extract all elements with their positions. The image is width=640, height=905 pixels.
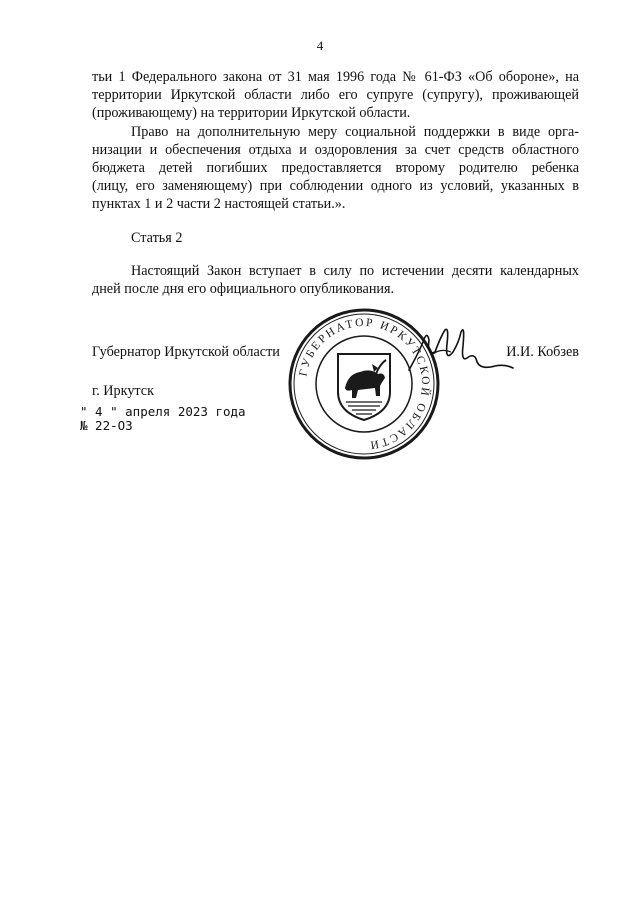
governor-name: И.И. Кобзев (506, 344, 579, 360)
place: г. Иркутск (92, 383, 154, 399)
paragraph-1-line-1: тьи 1 Федерального закона от 31 мая 1996 года № 61-ФЗ «Об обороне», на (92, 69, 579, 85)
paragraph-1-line-2: территории Иркутской области либо его супруге (супругу), проживающей (92, 87, 579, 103)
page-number: 4 (316, 38, 324, 53)
seal-text: ГУБЕРНАТОР ИРКУТСКОЙ ОБЛАСТИ (297, 316, 432, 451)
paragraph-2-line-4: (лицу, его заменяющему) при соблюдении одного из условий, указанных в (92, 178, 579, 194)
paragraph-2-line-1: Право на дополнительную меру социальной поддержки в виде орга- (131, 124, 579, 140)
article-heading: Статья 2 (131, 230, 183, 246)
paragraph-3-line-2: дней после дня его официального опубликования. (92, 281, 395, 297)
paragraph-3-line-1: Настоящий Закон вступает в силу по истечении десяти календарных (131, 263, 579, 279)
paragraph-2-line-3: бюджета детей погибших предоставляется второму родителю ребенка (92, 160, 579, 176)
governor-title: Губернатор Иркутской области (92, 344, 280, 360)
paragraph-2-line-5: пунктах 1 и 2 части 2 настоящей статьи.». (92, 196, 346, 212)
paragraph-2-line-2: низации и обеспечения отдыха и оздоровления за счет средств областного (92, 142, 579, 158)
paragraph-1-line-3: (проживающему) на территории Иркутской области. (92, 105, 411, 121)
date-line: " 4 " апреля 2023 года (80, 404, 246, 419)
coat-of-arms-icon (338, 354, 390, 420)
law-number: № 22-ОЗ (80, 418, 133, 433)
